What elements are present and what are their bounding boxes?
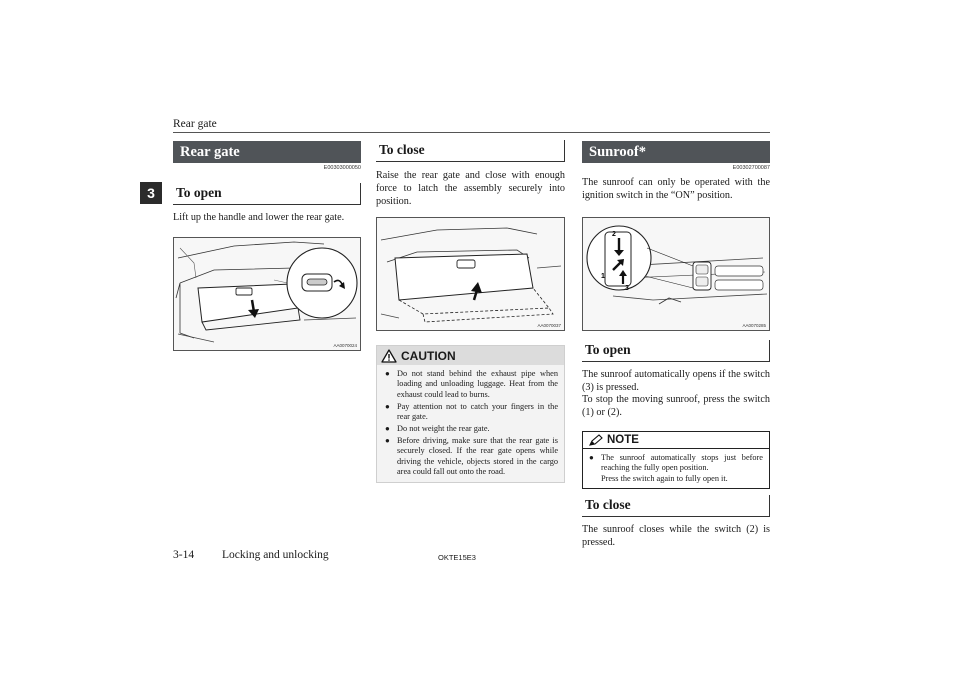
- paragraph-sunroof-intro: The sunroof can only be operated with the ignition switch in the “ON” position.: [582, 177, 770, 201]
- paragraph-sunroof-close: The sunroof closes while the switch (2) is pressed.: [582, 524, 770, 548]
- running-header: Rear gate: [173, 118, 217, 130]
- figure-code: AA0070285: [742, 323, 766, 328]
- subhead-to-open: To open: [173, 183, 361, 205]
- caution-box: [376, 345, 565, 483]
- section-title-rear-gate: Rear gate: [173, 141, 361, 163]
- note-item: [589, 453, 763, 484]
- sunroof-switch-illustration: [583, 218, 769, 330]
- section-code: E00302700087: [732, 165, 770, 171]
- figure-code: AA0070037: [537, 323, 561, 328]
- footer-doc-code: OKTE15E3: [438, 553, 476, 562]
- figure-code: AA0070024: [333, 343, 357, 348]
- note-box: [582, 431, 770, 489]
- note-pencil-icon: [589, 434, 603, 446]
- paragraph-sunroof-stop: To stop the moving sunroof, press the switch (1) or (2).: [582, 394, 770, 418]
- note-header: [583, 432, 769, 449]
- figure-sunroof-switch: [582, 217, 770, 331]
- figure-label-2: 2: [612, 231, 616, 238]
- note-text: The sunroof automatically stops just before reaching the fully open position.: [601, 453, 763, 473]
- caution-item: ● Pay attention not to catch your fingers in the rear gate.: [385, 402, 558, 423]
- subhead-sunroof-to-close: To close: [582, 495, 770, 517]
- figure-label-1: 1: [601, 273, 605, 280]
- note-list: [583, 453, 769, 484]
- caution-item: ● Before driving, make sure that the rear gate is securely closed. If the rear gate opens while driving the vehicle, objects stored in the cargo area could fall out onto the road.: [385, 436, 558, 478]
- warning-triangle-icon: [381, 349, 397, 363]
- footer-section-title: Locking and unlocking: [222, 549, 329, 561]
- paragraph-close-instructions: Raise the rear gate and close with enough force to latch the assembly securely into position.: [376, 170, 565, 207]
- section-code: E00303000050: [323, 165, 361, 171]
- paragraph-sunroof-open: The sunroof automatically opens if the switch (3) is pressed.: [582, 369, 770, 393]
- caution-item: ● Do not stand behind the exhaust pipe when loading and unloading luggage. Heat from the exhaust could lead to burns.: [385, 369, 558, 400]
- footer-page-number: 3-14: [173, 549, 195, 561]
- note-label: NOTE: [607, 434, 639, 446]
- rear-gate-open-illustration: [174, 238, 360, 350]
- figure-rear-gate-open: [173, 237, 361, 351]
- caution-label: CAUTION: [401, 348, 456, 363]
- chapter-tab: 3: [140, 182, 162, 204]
- subhead-sunroof-to-open: To open: [582, 340, 770, 362]
- rear-gate-close-illustration: [377, 218, 564, 330]
- figure-rear-gate-close: [376, 217, 565, 331]
- caution-item: ● Do not weight the rear gate.: [385, 424, 558, 434]
- caution-list: [377, 369, 564, 478]
- subhead-to-close: To close: [376, 140, 565, 162]
- caution-header: [377, 346, 564, 365]
- header-rule: [173, 132, 770, 133]
- figure-label-3: 3: [625, 285, 629, 292]
- paragraph-open-instructions: Lift up the handle and lower the rear gate.: [173, 212, 345, 223]
- note-text: Press the switch again to fully open it.: [601, 473, 728, 483]
- section-title-sunroof: Sunroof*: [582, 141, 770, 163]
